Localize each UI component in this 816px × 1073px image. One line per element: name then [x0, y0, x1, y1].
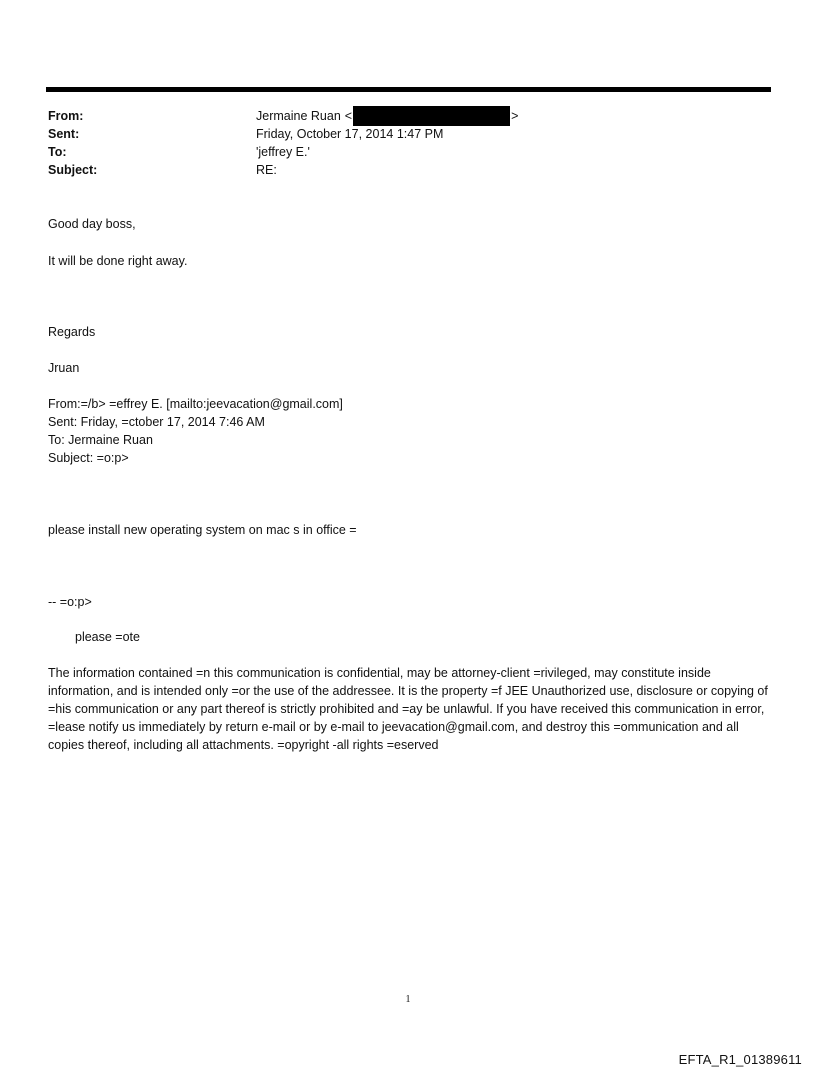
- subject-label: Subject:: [48, 163, 98, 177]
- reply-signature: Jruan: [48, 361, 80, 375]
- reply-closing: Regards: [48, 325, 96, 339]
- from-name: Jermaine Ruan: [256, 109, 341, 123]
- page-number: 1: [405, 994, 411, 1005]
- quoted-subject-line: Subject: =o:p>: [48, 451, 129, 465]
- to-label: To:: [48, 145, 67, 159]
- header-subject-row: [48, 161, 748, 179]
- email-header: [48, 107, 748, 179]
- quoted-note: please =ote: [75, 630, 140, 644]
- sent-label: Sent:: [48, 127, 80, 141]
- from-label: From:: [48, 109, 84, 123]
- header-rule: [46, 87, 771, 92]
- bates-number: EFTA_R1_01389611: [678, 1052, 802, 1067]
- signature-separator: -- =o:p>: [48, 595, 92, 609]
- quoted-from-line: From:=/b> =effrey E. [mailto:jeevacation@gmail.com]: [48, 397, 343, 411]
- quoted-to-line: To: Jermaine Ruan: [48, 433, 153, 447]
- to-value: 'jeffrey E.': [256, 145, 310, 159]
- header-sent-row: [48, 125, 748, 143]
- from-close-bracket: >: [511, 109, 519, 123]
- from-value: [256, 107, 518, 125]
- quoted-header: [48, 395, 778, 467]
- sent-value: Friday, October 17, 2014 1:47 PM: [256, 127, 444, 141]
- reply-line: It will be done right away.: [48, 254, 188, 268]
- reply-greeting: Good day boss,: [48, 217, 136, 231]
- redaction-bar: [353, 106, 510, 126]
- header-from-row: [48, 107, 748, 125]
- confidentiality-disclaimer: The information contained =n this communication is confidential, may be attorney-client =rivileged, may constitute inside information, and is intended only =or the use of the addressee. It is the property =f JEE Unauthorized use, disclosure or copying of =his communication or any part thereof is strictly prohibited and =ay be unlawful. If you have received this communication in error, =lease notify us immediately by return e-mail or by e-mail to jeevacation@gmail.com, and destroy this =ommunication and all copies thereof, including all attachments. =opyright -all rights =eserved: [48, 666, 768, 752]
- header-to-row: [48, 143, 748, 161]
- quoted-message: please install new operating system on mac s in office =: [48, 523, 357, 537]
- subject-value: RE:: [256, 163, 277, 177]
- from-open-bracket: <: [344, 109, 353, 123]
- quoted-sent-line: Sent: Friday, =ctober 17, 2014 7:46 AM: [48, 415, 265, 429]
